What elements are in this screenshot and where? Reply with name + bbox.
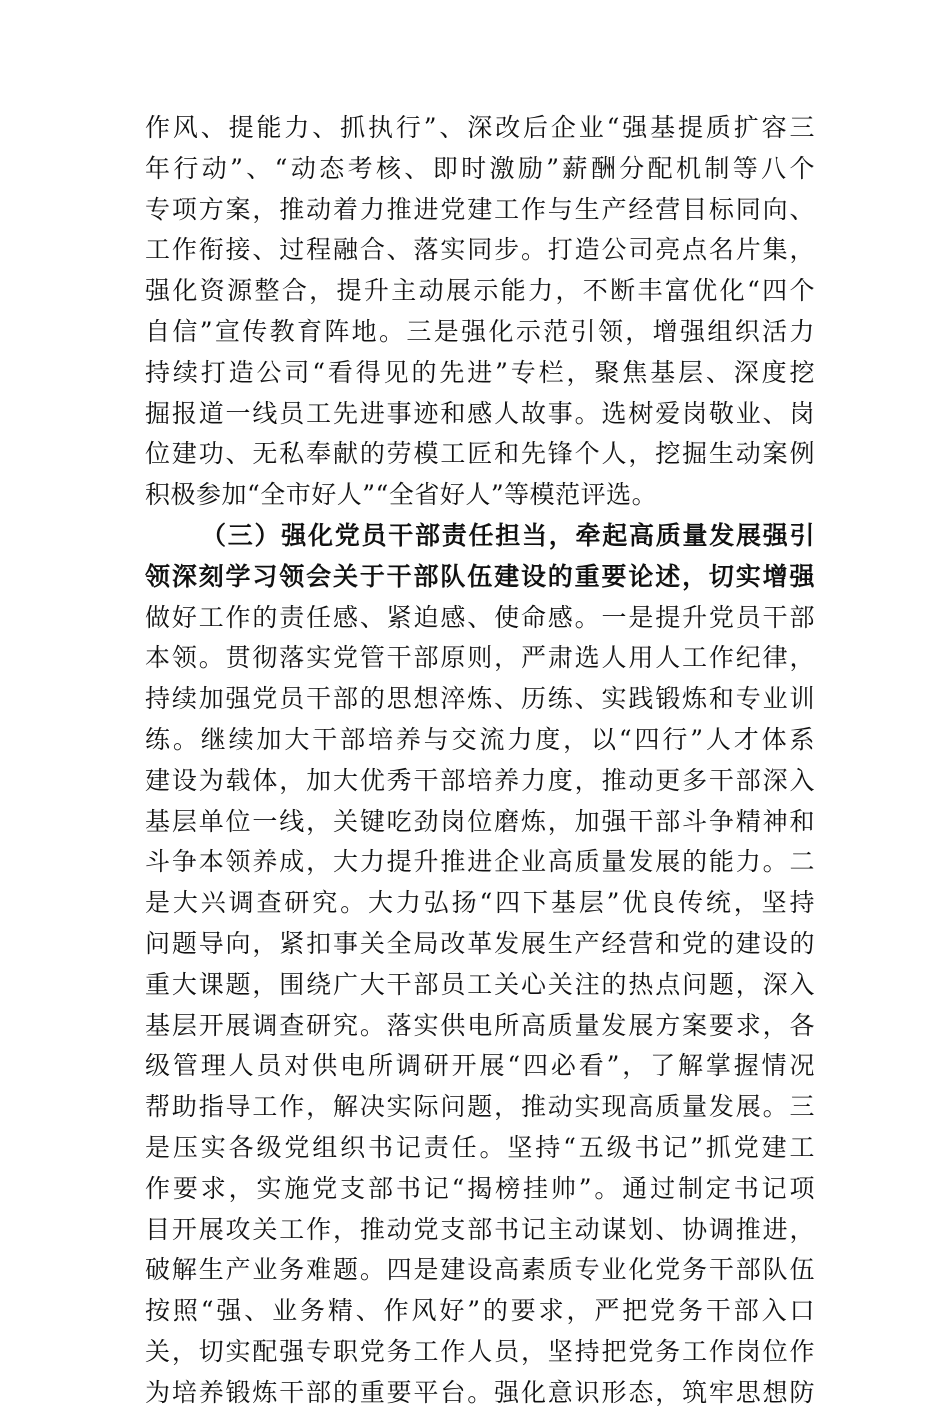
text-line: 问题导向，紧扣事关全局改革发展生产经营和党的建设的 bbox=[145, 928, 815, 958]
text-line: 为培养锻炼干部的重要平台。强化意识形态，筑牢思想防 bbox=[145, 1377, 815, 1407]
text-line: 持续打造公司“看得见的先进”专栏，聚焦基层、深度挖 bbox=[145, 357, 815, 387]
text-line: 做好工作的责任感、紧迫感、使命感。一是提升党员干部 bbox=[145, 602, 815, 632]
text-line: 建设为载体，加大优秀干部培养力度，推动更多干部深入 bbox=[145, 765, 815, 795]
text-line: 练。继续加大干部培养与交流力度，以“四行”人才体系 bbox=[145, 724, 815, 754]
text-line: 本领。贯彻落实党管干部原则，严肃选人用人工作纪律， bbox=[145, 643, 815, 673]
text-line: 级管理人员对供电所调研开展“四必看”，了解掌握情况 bbox=[145, 1051, 815, 1081]
text-line: 作要求，实施党支部书记“揭榜挂帅”。通过制定书记项 bbox=[145, 1173, 815, 1203]
text-line: 年行动”、“动态考核、即时激励”薪酬分配机制等八个 bbox=[145, 153, 815, 183]
text-line: 位建功、无私奉献的劳模工匠和先锋个人，挖掘生动案例 bbox=[145, 439, 815, 469]
section-heading-continued: 领深刻学习领会关于干部队伍建设的重要论述，切实增强 bbox=[145, 561, 815, 591]
text-line: 重大课题，围绕广大干部员工关心关注的热点问题，深入 bbox=[145, 969, 815, 999]
text-line: 斗争本领养成，大力提升推进企业高质量发展的能力。二 bbox=[145, 847, 815, 877]
text-line: 目开展攻关工作，推动党支部书记主动谋划、协调推进， bbox=[145, 1214, 815, 1244]
text-line: 破解生产业务难题。四是建设高素质专业化党务干部队伍 bbox=[145, 1255, 815, 1285]
text-line: 掘报道一线员工先进事迹和感人故事。选树爱岗敬业、岗 bbox=[145, 398, 815, 428]
text-line: 持续加强党员干部的思想淬炼、历练、实践锻炼和专业训 bbox=[145, 684, 815, 714]
text-line: 自信”宣传教育阵地。三是强化示范引领，增强组织活力 bbox=[145, 316, 815, 346]
body-text bbox=[145, 108, 815, 1414]
section-heading: （三）强化党员干部责任担当，牵起高质量发展强引 bbox=[201, 520, 815, 550]
text-line: 专项方案，推动着力推进党建工作与生产经营目标同向、 bbox=[145, 194, 815, 224]
text-line: 强化资源整合，提升主动展示能力，不断丰富优化“四个 bbox=[145, 276, 815, 306]
text-line: 积极参加“全市好人”“全省好人”等模范评选。 bbox=[145, 480, 658, 510]
text-line: 按照“强、业务精、作风好”的要求，严把党务干部入口 bbox=[145, 1296, 815, 1326]
text-line: 帮助指导工作，解决实际问题，推动实现高质量发展。三 bbox=[145, 1092, 815, 1122]
text-line: 工作衔接、过程融合、落实同步。打造公司亮点名片集， bbox=[145, 235, 815, 265]
text-line: 关，切实配强专职党务工作人员，坚持把党务工作岗位作 bbox=[145, 1336, 815, 1366]
text-line: 是大兴调查研究。大力弘扬“四下基层”优良传统，坚持 bbox=[145, 888, 815, 918]
text-line: 基层单位一线，关键吃劲岗位磨炼，加强干部斗争精神和 bbox=[145, 806, 815, 836]
text-line: 是压实各级党组织书记责任。坚持“五级书记”抓党建工 bbox=[145, 1132, 815, 1162]
text-line: 作风、提能力、抓执行”、深改后企业“强基提质扩容三 bbox=[145, 113, 815, 142]
text-line: 基层开展调查研究。落实供电所高质量发展方案要求，各 bbox=[145, 1010, 815, 1040]
